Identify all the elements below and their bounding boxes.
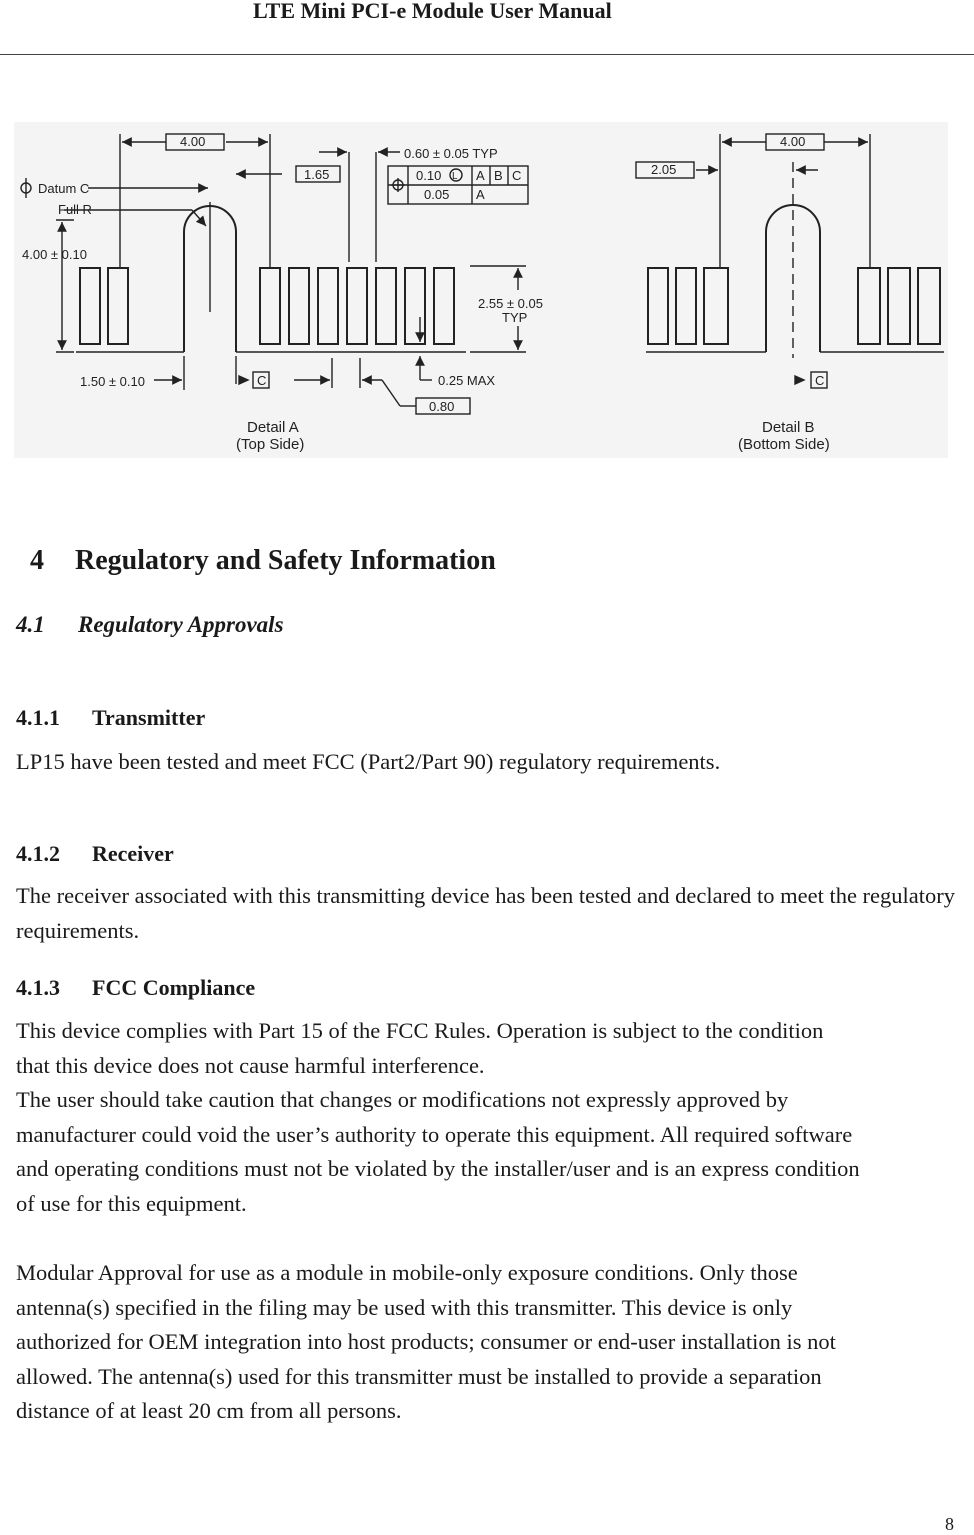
detail-a-dim-025: 0.25 MAX xyxy=(438,373,496,388)
modular-line-3: authorized for OEM integration into host products; consumer or end-user installation is not xyxy=(16,1329,836,1355)
fcf-modifier: L xyxy=(452,171,458,182)
section-4-1-title: Regulatory Approvals xyxy=(78,612,284,637)
detail-a-dim-height: 4.00 ± 0.10 xyxy=(22,247,87,262)
fcf-datum-a: A xyxy=(476,168,485,183)
section-4-1-2-title: Receiver xyxy=(92,841,174,866)
section-4-1-1-title: Transmitter xyxy=(92,705,206,730)
modular-line-4: allowed. The antenna(s) used for this transmitter must be installed to provide a separation xyxy=(16,1363,822,1389)
section-4-1-2-number: 4.1.2 xyxy=(16,841,60,866)
page-number: 8 xyxy=(945,1514,954,1534)
fcf-datum-c: C xyxy=(512,168,522,183)
detail-a-datum-c: C xyxy=(257,373,267,388)
detail-a-dim-165: 1.65 xyxy=(304,167,330,182)
modular-line-5: distance of at least 20 cm from all persons. xyxy=(16,1398,402,1424)
detail-a-dim-width: 4.00 xyxy=(180,134,206,149)
section-4-1-1-number: 4.1.1 xyxy=(16,705,60,730)
section-4-1-3-title: FCC Compliance xyxy=(92,975,256,1000)
section-4-number: 4 xyxy=(30,545,44,576)
detail-a-typ: TYP xyxy=(502,310,528,325)
detail-b-dim-205: 2.05 xyxy=(651,162,677,177)
fcc-compliance-paragraph xyxy=(16,1014,961,1222)
section-4-1-3-heading xyxy=(16,975,255,1001)
section-4-1-2-heading xyxy=(16,841,174,867)
fcc-line-5: and operating conditions must not be violated by the installer/user and is an express condition xyxy=(16,1156,860,1182)
receiver-text: The receiver associated with this transmitting device has been tested and declared to meet the regulatory requirements. xyxy=(16,883,956,943)
technical-drawing xyxy=(14,122,948,458)
fcf2-datum-a: A xyxy=(476,187,485,202)
full-r-label: Full R xyxy=(58,202,92,217)
document-title: LTE Mini PCI-e Module User Manual xyxy=(253,0,612,23)
detail-b-subtitle: (Bottom Side) xyxy=(738,436,830,453)
section-4-1-number: 4.1 xyxy=(16,612,45,637)
detail-b-dim-width: 4.00 xyxy=(780,134,806,149)
detail-a-title: Detail A xyxy=(247,419,299,436)
detail-b-title: Detail B xyxy=(762,419,815,436)
datum-c-label: Datum C xyxy=(38,181,90,196)
fcc-line-1: This device complies with Part 15 of the FCC Rules. Operation is subject to the condition xyxy=(16,1018,824,1043)
detail-a-subtitle: (Top Side) xyxy=(236,436,305,453)
section-4-heading xyxy=(30,545,496,577)
detail-a-dim-150: 1.50 ± 0.10 xyxy=(80,374,145,389)
page-header xyxy=(0,0,974,55)
modular-line-2: antenna(s) specified in the filing may be used with this transmitter. This device is only xyxy=(16,1294,793,1320)
fcc-line-6: of use for this equipment. xyxy=(16,1190,247,1216)
fcf2-tolerance: 0.05 xyxy=(424,187,450,202)
fcf-tolerance: 0.10 xyxy=(416,168,442,183)
fcf-datum-b: B xyxy=(494,168,503,183)
detail-a-dim-080: 0.80 xyxy=(429,399,455,414)
detail-a-dim-255: 2.55 ± 0.05 xyxy=(478,296,543,311)
fcc-line-4: manufacturer could void the user’s authority to operate this equipment. All required software xyxy=(16,1121,853,1147)
detail-a-dim-typ: 0.60 ± 0.05 TYP xyxy=(404,146,498,161)
connector-edge-drawing xyxy=(14,122,948,458)
section-4-title: Regulatory and Safety Information xyxy=(75,545,496,576)
transmitter-text: LP15 have been tested and meet FCC (Part2/Part 90) regulatory requirements. xyxy=(16,749,721,774)
section-4-1-1-heading xyxy=(16,705,205,731)
modular-approval-paragraph xyxy=(16,1256,961,1429)
detail-b-datum-c: C xyxy=(815,373,825,388)
section-4-1-heading xyxy=(16,612,284,638)
section-4-1-3-number: 4.1.3 xyxy=(16,975,60,1000)
fcc-line-3: The user should take caution that changes or modifications not expressly approved by xyxy=(16,1087,789,1113)
fcc-line-2: that this device does not cause harmful interference. xyxy=(16,1052,485,1078)
modular-line-1: Modular Approval for use as a module in mobile-only exposure conditions. Only those xyxy=(16,1260,798,1285)
